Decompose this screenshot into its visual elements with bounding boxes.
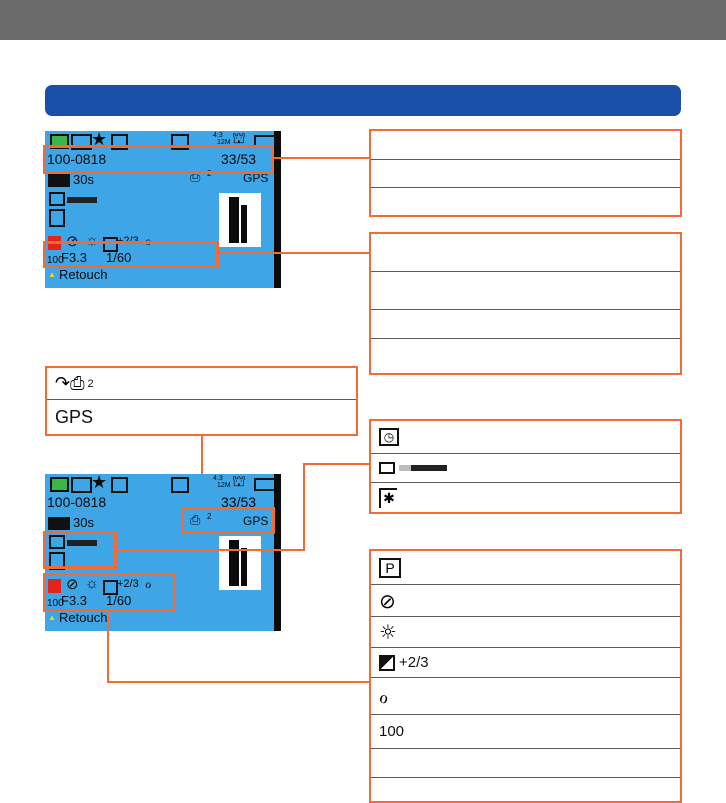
white-balance-icon: ☼ xyxy=(379,620,397,644)
picture-count: 33/53 xyxy=(221,151,257,167)
avchd-icon xyxy=(48,174,70,187)
white-balance-icon: ☼ xyxy=(85,232,99,249)
flash-off-icon: ⊘ xyxy=(379,588,396,613)
panel-settings xyxy=(369,549,682,803)
aperture: F3.3 xyxy=(61,250,88,265)
print-count: 2 xyxy=(207,512,212,521)
picture-count: 33/53 xyxy=(221,494,257,510)
panel-row xyxy=(371,272,680,310)
burst-bar xyxy=(399,465,447,471)
panel-info-1 xyxy=(369,129,682,217)
panel-row xyxy=(371,131,680,160)
burst-icon xyxy=(49,192,65,206)
favorite-icon: ★ xyxy=(91,131,108,149)
panel-row xyxy=(371,617,680,648)
world-time-icon: ⛫ xyxy=(232,131,246,147)
world-time-icon: ⛫ xyxy=(232,474,246,490)
screen-edge xyxy=(274,131,281,288)
panel-print-gps xyxy=(45,366,358,436)
iso-value: 100 xyxy=(47,255,64,266)
connector-4 xyxy=(117,549,304,551)
file-number: 100-0818 xyxy=(47,151,107,167)
photo-style-icon: ℴ xyxy=(145,232,152,248)
ev-icon xyxy=(379,655,395,671)
panel-row xyxy=(371,421,680,454)
connector-4-vertical xyxy=(303,463,305,551)
protect-icon xyxy=(71,477,92,493)
movie-time: 30s xyxy=(73,515,94,530)
highlight-burst xyxy=(43,531,117,569)
picture-size: 12M xyxy=(217,482,231,489)
panel-row xyxy=(371,715,680,749)
retouch-label: Retouch xyxy=(59,610,108,625)
panel-row xyxy=(371,339,680,373)
highlight-settings-row xyxy=(43,241,219,268)
panel-row xyxy=(371,454,680,483)
screen-edge xyxy=(274,474,281,631)
panel-row xyxy=(47,368,356,400)
shutter-speed: 1/60 xyxy=(106,593,132,608)
highlight-file-row xyxy=(43,145,274,174)
burst-bar xyxy=(67,197,97,203)
retouch-label: Retouch xyxy=(59,267,108,282)
panel-row xyxy=(47,400,356,434)
panel-row xyxy=(371,778,680,803)
battery-icon xyxy=(254,478,276,491)
print-count: 2 xyxy=(207,169,212,178)
file-number: 100-0818 xyxy=(47,494,107,510)
panel-row xyxy=(371,234,680,272)
connector-5 xyxy=(107,681,370,683)
top-bar xyxy=(0,0,726,40)
highlight-settings xyxy=(43,573,176,612)
print-setting-icon: ↷⎙ xyxy=(55,373,85,394)
section-header-bar xyxy=(45,85,681,116)
photo-style-icon: ℴ xyxy=(145,575,152,591)
iso-value: 100 xyxy=(47,598,64,609)
panel-row xyxy=(371,188,680,215)
print-count: 2 xyxy=(87,377,94,390)
favorite-icon: ★ xyxy=(91,474,108,492)
aspect-ratio: 4:3 xyxy=(213,475,223,482)
panel-row xyxy=(371,310,680,339)
cropped-icon: ✱ xyxy=(379,488,397,508)
program-mode-icon: P xyxy=(379,558,401,578)
panel-row xyxy=(371,678,680,715)
gps-label: GPS xyxy=(243,514,269,528)
burst-icon xyxy=(379,462,395,474)
panel-row xyxy=(371,648,680,678)
self-timer-burst-icon: ◷ xyxy=(379,428,399,446)
picture-size: 12M xyxy=(217,139,231,146)
playback-icon xyxy=(50,477,69,492)
thumbnail xyxy=(219,536,261,590)
retouch-arrow-icon: ▲ xyxy=(48,270,56,279)
panel-row xyxy=(371,749,680,778)
panel-info-2 xyxy=(369,232,682,375)
aperture: F3.3 xyxy=(61,593,88,608)
connector-1 xyxy=(274,157,370,159)
exposure-comp: +2/3 xyxy=(399,654,429,671)
iso-value: 100 xyxy=(379,723,405,740)
connector-4-top xyxy=(303,463,370,465)
highlight-print-gps xyxy=(181,507,275,534)
panel-row xyxy=(371,551,680,585)
panel-row xyxy=(371,585,680,617)
shutter-speed: 1/60 xyxy=(106,250,132,265)
panel-burst xyxy=(369,419,682,514)
panel-row xyxy=(371,483,680,512)
gps-label: GPS xyxy=(243,171,269,185)
edit-icon xyxy=(171,477,189,493)
avchd-icon xyxy=(48,517,70,530)
gps-label: GPS xyxy=(55,406,94,427)
cropped-icon xyxy=(49,209,65,227)
flash-off-icon: ⊘ xyxy=(66,576,79,593)
aspect-ratio: 4:3 xyxy=(213,132,223,139)
retouch-icon xyxy=(111,477,128,493)
print-setting-icon: ⎙ xyxy=(190,169,201,184)
movie-time: 30s xyxy=(73,172,94,187)
white-balance-icon: ☼ xyxy=(85,575,99,592)
print-setting-icon: ⎙ xyxy=(190,512,201,527)
retouch-arrow-icon: ▲ xyxy=(48,613,56,622)
exposure-comp: +2/3 xyxy=(117,235,139,247)
connector-2 xyxy=(219,252,370,254)
thumbnail xyxy=(219,193,261,247)
exposure-comp: +2/3 xyxy=(117,578,139,590)
panel-row xyxy=(371,160,680,188)
flash-off-icon: ⊘ xyxy=(66,233,79,250)
connector-5-vertical xyxy=(107,612,109,682)
photo-style-icon: ℴ xyxy=(379,684,389,708)
